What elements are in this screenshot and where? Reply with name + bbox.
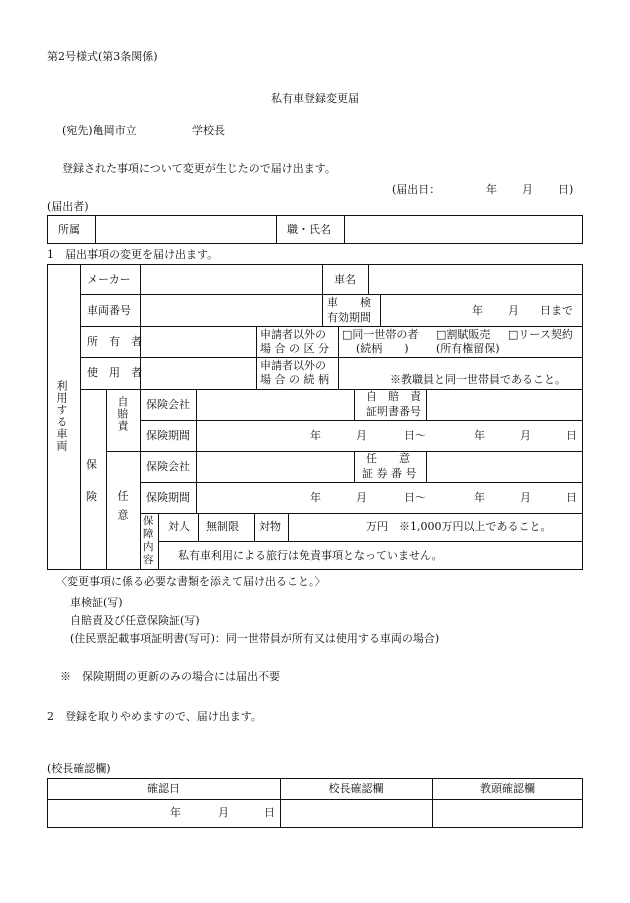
date-month: 月: [522, 183, 533, 196]
confirm-date-header: 確認日: [147, 782, 180, 795]
title-name-label: 職・氏名: [287, 223, 331, 236]
cmp-label: 自賠責: [116, 396, 129, 432]
attachment-item: 車検証(写): [70, 596, 123, 609]
date-day: 日): [558, 183, 574, 196]
vol-to-day: 日: [566, 491, 577, 504]
option-installment[interactable]: □割賦販売: [436, 328, 491, 341]
section2-heading: 2 登録を取りやめますので、届け出ます。: [47, 710, 262, 723]
vol-from-day: 日〜: [404, 491, 426, 504]
property-label: 対物: [259, 520, 281, 533]
owner-cond-2: 場 合 の 区 分: [260, 342, 329, 355]
vol-period-label: 保険期間: [146, 491, 190, 504]
attachment-item: (住民票記載事項証明書(写可)：同一世帯員が所有又は使用する車両の場合): [70, 632, 440, 645]
coverage-label: 保障内容: [143, 515, 154, 566]
vol-from-month: 月: [356, 491, 367, 504]
inspection-until: 日まで: [540, 304, 573, 317]
page-title: 私有車登録変更届: [271, 92, 359, 105]
insurance-label-1: 保: [86, 458, 97, 471]
vice-principal-header: 教頭確認欄: [480, 782, 535, 795]
inspection-month: 月: [508, 304, 519, 317]
inspection-year: 年: [472, 304, 483, 317]
option-lease[interactable]: □リース契約: [508, 328, 573, 341]
inspection-label-1: 車 検: [327, 296, 371, 309]
cmp-from-year: 年: [310, 429, 321, 442]
vol-company-label: 保険会社: [146, 460, 190, 473]
date-label: (届出日：: [392, 183, 441, 196]
user-note: ※教職員と同一世帯員であること。: [390, 373, 566, 386]
user-label: 使 用 者: [87, 366, 142, 379]
attachment-item: 自賠責及び任意保険証(写): [70, 614, 200, 627]
maker-label: メーカー: [87, 273, 131, 286]
option-installment-sub: (所有権留保): [436, 342, 500, 355]
unlimited-label: 無制限: [206, 520, 239, 533]
confirm-day: 日: [264, 806, 275, 819]
approval-section-label: (校長確認欄): [47, 762, 111, 775]
property-amount: 万円 ※1,000万円以上であること。: [366, 520, 552, 533]
confirm-year: 年: [170, 806, 181, 819]
cmp-from-day: 日〜: [404, 429, 426, 442]
plate-label: 車両番号: [87, 304, 131, 317]
section1-heading: 1 届出事項の変更を届け出ます。: [47, 248, 219, 261]
affiliation-label: 所属: [58, 223, 80, 236]
owner-cond-1: 申請者以外の: [260, 328, 326, 341]
title-name-field[interactable]: [349, 217, 579, 241]
cmp-to-day: 日: [566, 429, 577, 442]
inspection-label-2: 有効期間: [327, 311, 371, 324]
renewal-note: ※ 保険期間の更新のみの場合には届出不要: [60, 670, 280, 683]
option-family-sub: (続柄 ): [356, 342, 409, 355]
insurance-label-2: 険: [86, 490, 97, 503]
car-name-label: 車名: [334, 273, 356, 286]
affiliation-field[interactable]: [100, 217, 272, 241]
cmp-from-month: 月: [356, 429, 367, 442]
option-family[interactable]: □同一世帯の者: [342, 328, 419, 341]
vehicle-label: 利用する車両: [55, 380, 68, 452]
exempt-note: 私有車利用による旅行は免責事項となっていません。: [178, 549, 443, 562]
vol-to-year: 年: [474, 491, 485, 504]
form-number: 第2号様式(第3条関係): [47, 50, 158, 63]
addressee-prefix: (宛先)亀岡市立: [62, 124, 137, 137]
cmp-period-label: 保険期間: [146, 429, 190, 442]
user-cond-2: 場 合 の 続 柄: [260, 373, 329, 386]
vol-from-year: 年: [310, 491, 321, 504]
user-cond-1: 申請者以外の: [260, 359, 326, 372]
confirm-month: 月: [218, 806, 229, 819]
vol-cert-2: 証 券 番 号: [362, 467, 417, 480]
intro-text: 登録された事項について変更が生じたので届け出ます。: [62, 162, 336, 175]
principal-header: 校長確認欄: [328, 782, 384, 795]
owner-label: 所 有 者: [87, 335, 142, 348]
vol-to-month: 月: [520, 491, 531, 504]
attachments-intro: 〈変更事項に係る必要な書類を添えて届け出ること。〉: [56, 575, 326, 588]
cmp-company-label: 保険会社: [146, 398, 190, 411]
vol-cert-1: 任 意: [366, 452, 410, 465]
cmp-to-year: 年: [474, 429, 485, 442]
addressee-suffix: 学校長: [192, 124, 225, 137]
cmp-cert-1: 自 賠 責: [366, 390, 421, 403]
voluntary-label: 任意: [116, 490, 129, 528]
applicant-section-label: (届出者): [47, 200, 89, 213]
cmp-cert-2: 証明書番号: [366, 405, 421, 418]
cmp-to-month: 月: [520, 429, 531, 442]
personal-label: 対人: [168, 520, 190, 533]
date-year: 年: [486, 183, 497, 196]
